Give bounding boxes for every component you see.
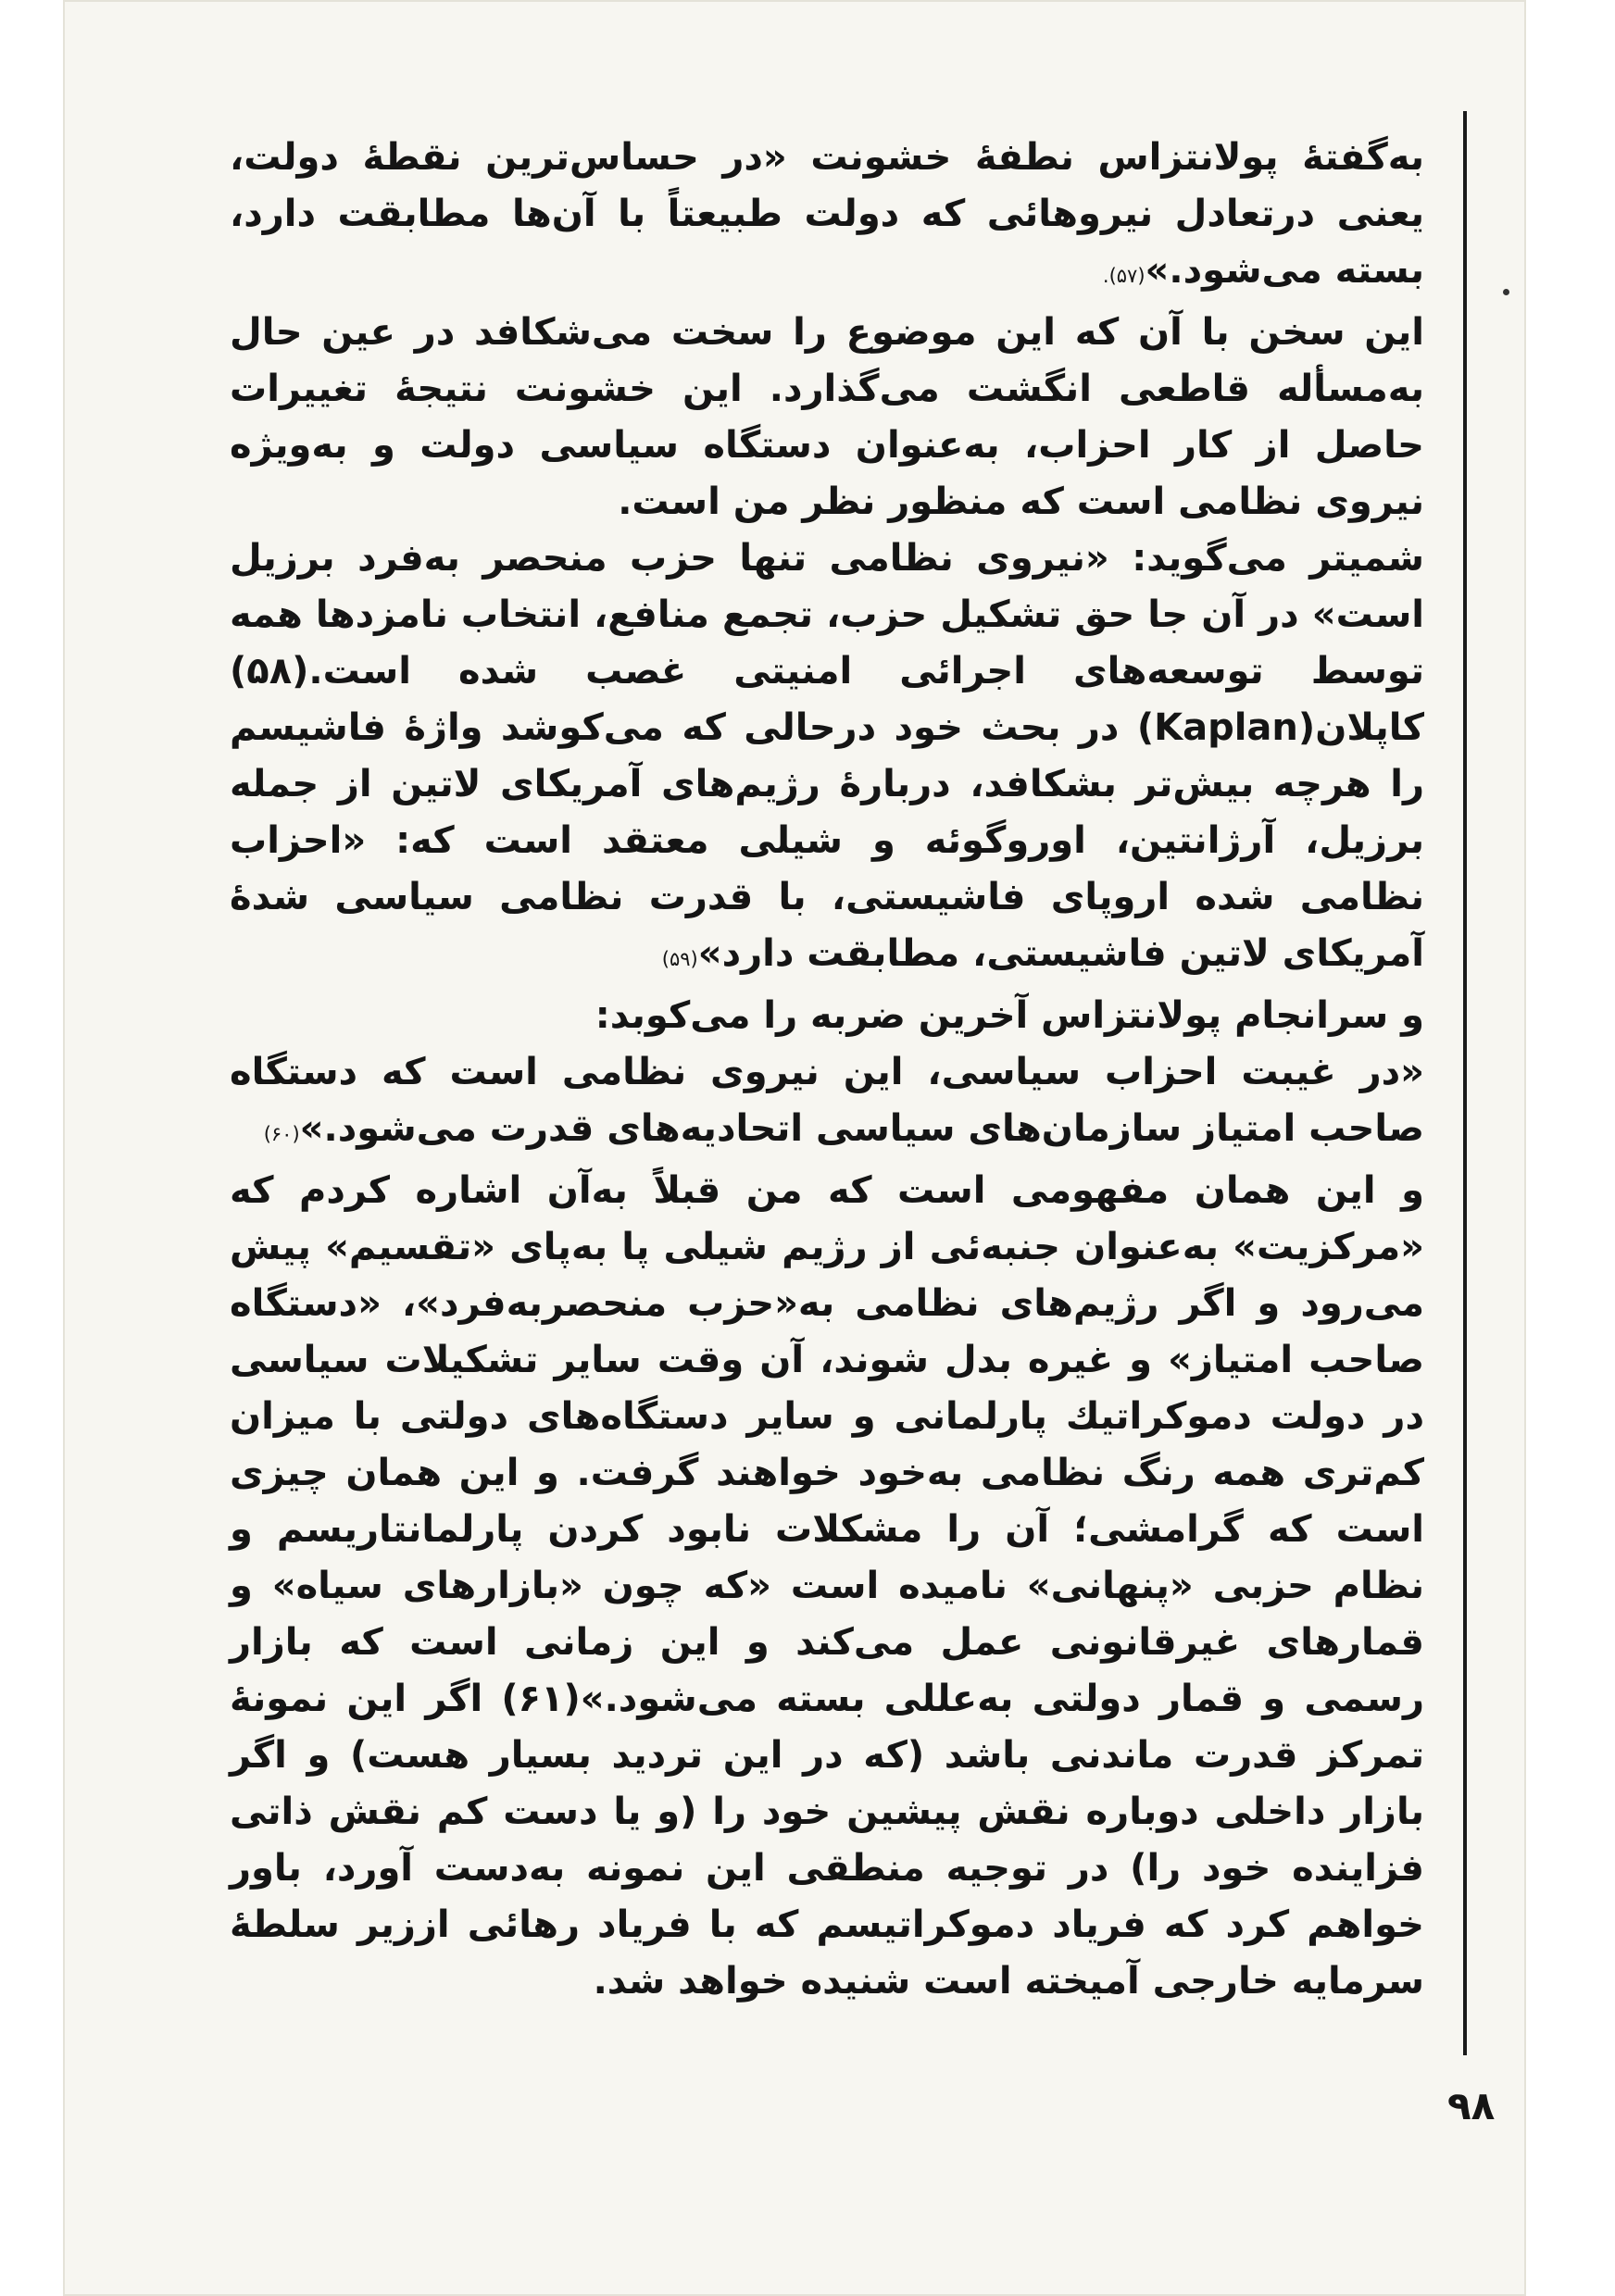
page-number: ۹۸ [1447, 2083, 1496, 2128]
footnote-ref: (۵۷). [1102, 265, 1146, 287]
paragraph-5 [230, 1044, 1424, 1163]
body-text [230, 130, 1424, 2010]
book-page [63, 0, 1526, 2296]
paragraph-text: «در غیبت احزاب سیاسی، این نیروی نظامی است که دستگاه صاحب امتیاز سازمان‌های سیاسی اتحادیه‌های قدرت می‌شود.» [230, 1051, 1424, 1150]
scan-speck [1503, 289, 1509, 295]
paragraph-text: این سخن با آن که این موضوع را سخت می‌شکافد در عین حال به‌مسأله قاطعی انگشت می‌گذارد. این خشونت نتیجهٔ تغییرات حاصل از کار احزاب، به‌عنوان دستگاه سیاسی دولت و به‌ویژه نیروی نظامی است که منظور نظر من است. [230, 311, 1424, 523]
paragraph-1 [230, 130, 1424, 305]
paragraph-text: به‌گفتهٔ پولانتزاس نطفهٔ خشونت «در حساس‌ترین نقطهٔ دولت، یعنی درتعادل نیروهائی که دولت طبیعتاً با آن‌ها مطابقت دارد، بسته می‌شود.» [230, 136, 1424, 292]
paragraph-3 [230, 530, 1424, 988]
footnote-ref: (۶۰) [263, 1123, 300, 1145]
paragraph-text: شمیتر می‌گوید: «نیروی نظامی تنها حزب منحصر به‌فرد برزیل است» در آن جا حق تشکیل حزب، تجمع منافع، انتخاب نامزدها همه توسط توسعه‌های اجرائی امنیتی غصب شده است.(۵۸) کاپلان(Kaplan) در بحث خود درحالی که می‌کوشد واژهٔ فاشیسم را هرچه بیش‌تر بشکافد، دربارهٔ رژیم‌های آمریکای لاتین از جمله برزیل، آرژانتین، اوروگوئه و شیلی معتقد است که: «احزاب نظامی شده اروپای فاشیستی، با قدرت نظامی سیاسی شدهٔ آمریکای لاتین فاشیستی، مطابقت دارد» [230, 537, 1424, 975]
margin-rule [1463, 111, 1467, 2055]
paragraph-4 [230, 988, 1424, 1044]
paragraph-2 [230, 305, 1424, 530]
paragraph-text: و سرانجام پولانتزاس آخرین ضربه را می‌کوبد: [595, 994, 1424, 1037]
paragraph-text: و این همان مفهومی است که من قبلاً به‌آن اشاره کردم که «مرکزیت» به‌عنوان جنبه‌ئی از رژیم شیلی پا به‌پای «تقسیم» پیش می‌رود و اگر رژیم‌های نظامی به«حزب منحصربه‌فرد»، «دستگاه صاحب امتیاز» و غیره بدل شوند، آن وقت سایر تشکیلات سیاسی در دولت دموکراتیك پارلمانی و سایر دستگاه‌های دولتی با میزان کم‌تری همه رنگ نظامی به‌خود خواهند گرفت. و این همان چیزی است که گرامشی؛ آن را مشکلات نابود کردن پارلمانتاریسم و نظام حزبی «پنهانی» نامیده است «که چون «بازارهای سیاه» و قمارهای غیرقانونی عمل می‌کند و این زمانی است که بازار رسمی و قمار دولتی به‌عللی بسته می‌شود.»(۶۱) اگر این نمونهٔ تمرکز قدرت ماندنی باشد (که در این تردید بسیار هست) و اگر بازار داخلی دوباره نقش پیشین خود را (و یا دست کم نقش ذاتی فزاینده خود را) در توجیه منطقی این نمونه به‌دست آورد، باور خواهم کرد که فریاد دموکراتیسم که با فریاد رهائی ازز‌یر سلطهٔ سرمایه خارجی آمیخته است شنیده خواهد شد. [230, 1169, 1424, 2003]
footnote-ref: (۵۹) [661, 948, 698, 970]
paragraph-6 [230, 1163, 1424, 2010]
